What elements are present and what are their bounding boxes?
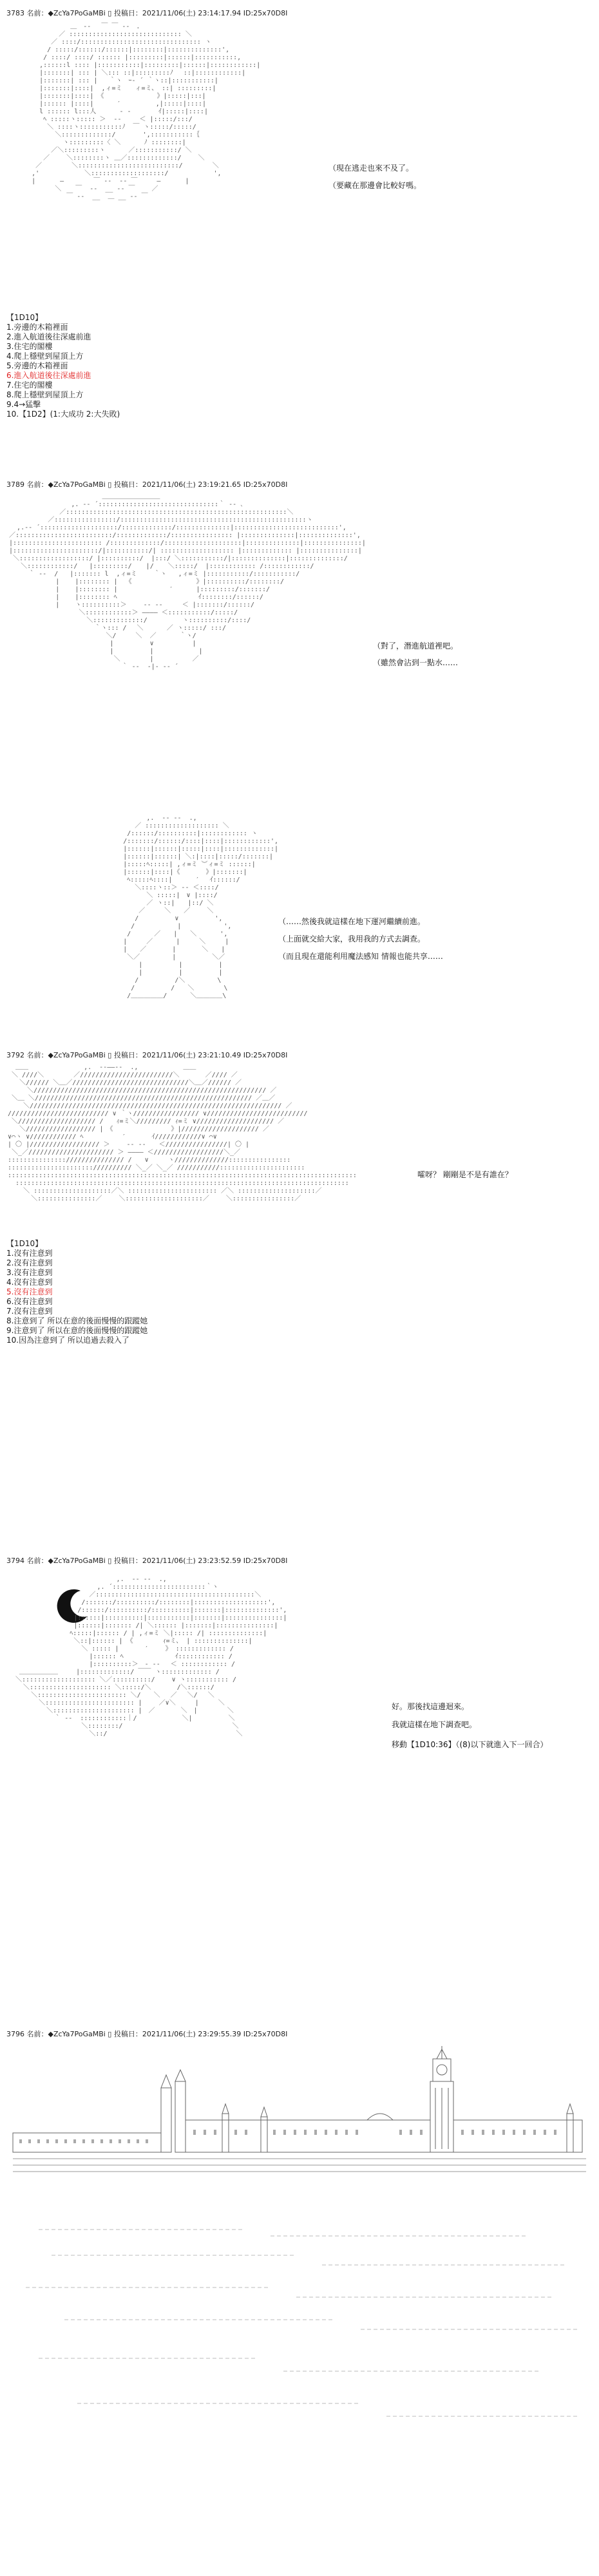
post-header: 3792 名前：◆ZcYa7PoGaMBi ▯ 投稿日：2021/11/06(土) 23:21:10.49 ID:25x70D8I <box>6 1051 288 1059</box>
speech-line: 我就這樣在地下調查吧。 <box>392 1720 477 1729</box>
dice-item: 1.旁邊的木箱裡面 <box>6 323 68 332</box>
speech-line: 移動【1D10:36】（(8)以下就進入下一回合） <box>392 1740 548 1749</box>
post-header: 3794 名前：◆ZcYa7PoGaMBi ▯ 投稿日：2021/11/06(土) 23:23:52.59 ID:25x70D8I <box>6 1557 288 1565</box>
speech-line: （現在逃走也來不及了。 <box>328 164 414 173</box>
cityscape-illustration <box>0 2043 599 2532</box>
speech-line: 嚯呀？ 剛剛是不是有誰在？ <box>417 1170 513 1179</box>
speech-line: （雖然會沾到一點水…… <box>373 658 459 667</box>
dice-title: 【1D10】 <box>6 1239 43 1248</box>
dice-item: 9.4→猛擊 <box>6 400 41 409</box>
ascii-art-character-3: ,. -‐ ‐- ., ／ ::::::::::::::::::: ＼ /::::::/::::::::::|:::::::::::: ヽ /:::::::/::::::/::::|::::|::::::::::::', |::::::|::::::|:::::|::::|:::::::::::::| |::::::|::::::| ＼:|::::|:::::/:::::::| |:::::ﾍ:::::| ,ィ=ミ ︶ィ=ミ ::::::| |::::::|::::|《 》|:::::::| ﾍ:::::ﾍ::::| ′ ｲ::::::/ ＼::::ヽ::＞ ‐‐ ＜::::/ ＼ :::::| ∨ |::::/ ／ ヽ::| |::/ ＼ ／ ＼ ／ ＼ / ∨ ', / | ', / ／ | ＼ ', | ／ | ＼ | | ／ | ＼ | ＼／ | ＼／ | | | | | | / /＼ \ / / ＼ \ /＿＿＿＿＿/ ＼＿＿＿＿\ <box>123 815 279 999</box>
speech-line: （要藏在那邊會比較好嗎。 <box>328 181 422 190</box>
dice-title: 【1D10】 <box>6 313 43 322</box>
dice-item: 9.注意到了 所以在意的後面慢慢的跟蹤她 <box>6 1326 148 1335</box>
ascii-art-character-4: ＿＿ ,. -‐――‐- ., ＿＿ ＼ ////＼ ／////////////////////////＼ ／//// ／ ＼////// ＼＿／//////////////////////////////＼＿／////// ／ ＼//////////////////////////////////////////////////////////// ／ ＼＿ ＼//////////////////////////////////////////////////////// ／＿／ ＼///////////////////////////////////////////////////////////////// ／ ////////////////////////// ∨ ｀ヽ///////////////// ∨////////////////////////// ＼//////////////////// / ｨ=ミ＼///////// ｨ=ミ ∨//////////////////// ／ ＼////////////////// | 《 》|//////////////////// ／ ∨⌒ヽ ∨//////////// ﾍ ′ ｲ////////////∨ ⌒∨ | 〇 |////////////////// ＞ ‐- -‐ ＜////////////////| 〇 | ＼_／////////////////////// ＞ ―――― ＜//////////////////＼_／ ::::::::::::::://///////////// / ∨ ヽ//////////////:::::::::::::::: ::::::::::::::::::::::////////// ＼_／ ＼_／ ///////////:::::::::::::::::::::: :::::::::::::::::::::::::::::::::::::::::::::::::::::::::::::::::::::::::::::::::::::::::: :::::::::::::::::::::::::::::::::::::::::::::::::::::::::::::::::::::::::::::::::::::: ＼ ::::::::::::::::::::／＼ ::::::::::::::::::::::: ／＼ ::::::::::::::::::::／ ＼:::::::::::::::／ ＼::::::::::::::::::::／ ＼::::::::::::::::／ <box>8 1064 357 1202</box>
speech-line: （而且現在還能利用魔法感知 情報也能共享…… <box>278 952 443 961</box>
dice-item: 10.因為注意到了 所以追過去殺入了 <box>6 1336 129 1345</box>
dice-item: 2.沒有注意到 <box>6 1258 53 1267</box>
dice-item: 3.沒有注意到 <box>6 1268 53 1277</box>
dice-item-selected: 6.進入航道後往深處前進 <box>6 371 91 380</box>
ascii-art-character-2: ＿＿＿＿＿＿＿＿＿ ,. -‐ ´:::::::::::::::::::::::::::::::｀ ‐- ､ ／:::::::::::::::::::::::::::::::::::::::::::::::::::::::::＼ ／::::::::::::::::/::::::::::::::::::::::::::::::::::::::::::::::::ヽ ,.-‐ ´::::::::::::::::::::/:::::::::::::/::::::::::::::|:::::::::::::::::::::::::::', ／:::::::::::::::::::::::::/:::::::::::::/:::::::::::::::: |::::::::::::::|::::::::::::::', |::::::::::::::::::::::: /:::::::::::::/::::::::::::::::::::|::::::::::::::|:::::::::::::::| |::::::::::::::::::::::/|:::::::::::/| ::::::::::::::::::: |::::::::::::: |:::::::::::::::| ＼::::::::::::::::::/ |::::::::::/ |:::/ ＼:::::::::::/|::::::::::::::|::::::::::::::/ ＼::::::::::::/ |:::::::::/ |/ ＼:::::/ |:::::::::::: /::::::::::::/ ｀ ‐- / |::::::: l ,ィ=ミ ｀ヽ ,ィ=ミ |:::::::::::/:::::::::::/ | |:::::::: | 《 》|::::::::::/::::::::/ | |:::::::: | ′ |:::::::::/:::::::/ | |:::::::: ﾍ ｲ::::::::/::::::/ | ヽ::::::::::＞ ‐- -‐ ＜ |:::::::/::::::/ ＼::::::::::::＞ ―――― ＜:::::::::::/:::::/ ＼:::::::::::::/ ヽ::::::::::/::::/ ｀ヽ::: / ＼ ／ ヽ:::::/ :::/ ＼/ ＼ ／ ｀ヽ/ | ∨ | | | | ＼ | ／ ｀ ‐- ‐|‐ -‐ ´ <box>9 493 366 670</box>
speech-line: 好。那後找這邊迴來。 <box>392 1702 470 1711</box>
dice-item: 8.注意到了 所以在意的後面慢慢的跟蹤她 <box>6 1316 148 1325</box>
dice-item: 4.爬上穩壁到屋頂上方 <box>6 352 84 361</box>
post-header: 3783 名前：◆ZcYa7PoGaMBi ▯ 投稿日：2021/11/06(土) 23:14:17.94 ID:25x70D8I <box>6 9 288 17</box>
dice-item: 5.旁邊的木箱裡面 <box>6 361 68 370</box>
ascii-art-character-1: ＿ -‐ ￣ ￣ ‐- . ／ ::::::::::::::::::::::::::::: ＼ ／ ::::/::::::::::::::::::::::::::::::: ヽ / :::::/::::::/::::::|::::::::|::::::::::::::', / ::::/ ::::/ :::::: |:::::::::|::::::|:::::::::::, ,::::::l :::: |:::::::::::|:::::::::|::::::|::::::::::::| |:::::::| ::: | ＼::: ::|:::::::::ﾉ ::|::::::::::::| |:::::::| ::: | ｀ヽ ｰ‐ ´ ｀ヽ::|:::::::::::| |:::::::|::::| ,ィ=ミ ィ=ミ、 ::| :::::::::| |:::::::|::::| 《 》|:::::|:::| |:::::: |::::| ′ ,|:::::|::::| l :::::: l:::人 ‐ ‐ ｲ|:::::|::::| ﾍ :::::ヽ::::: ＞ ‐- ＜ |:::::/:::/ ＼ ::::ヽ:::::::::::ﾉ ￣ ヽ:::::/:::::/ ＼:::::::::::::/ ',:::::::::::｛ ヽ:::::::::〈 ＼ ﾉ ::::::::| ／＼:::::::::ヽ ／:::::::::::/ ＼ ／ ＼::::::::ヽ ＿／:::::::::::::/ ＼ ／ ＼::::::::::::::::::::::::::/ ＼ ,' ＼:::::::::::::::::::/ ', | ― ￣ ‐- -‐ ￣ ― | ＼ ￣ ‐- __ -‐ ￣ ／ ￣ ‐- __ ＿ __ -‐ ￣ <box>32 23 261 200</box>
dice-item: 7.沒有注意到 <box>6 1307 53 1316</box>
dice-item: 3.住宅的閣樓 <box>6 342 53 351</box>
dice-list <box>6 1239 147 1345</box>
dice-item: 8.爬上穩壁到屋頂上方 <box>6 390 84 399</box>
dice-item: 1.沒有注意到 <box>6 1249 53 1258</box>
speech-line: （對了，潛進航道裡吧。 <box>373 641 459 650</box>
dice-item: 6.沒有注意到 <box>6 1297 53 1306</box>
ascii-art-character-5: ,. -‐ ‐- ., ,. ´::::::::::::::::::::::::｀ヽ ／:::::::::::::::::::::::::::::::::::::::::＼ /:::::::/::::::::::/::::::::|:::::::::::::::::::', /::::::/::::::::::/::::::::::|:::::::|::::::::::::::', |::::::|::::::::::|:::::::::::|:::::::|:::::::::::::::| |::::::|::::::: /| ＼:::::: |:::::::|:::::::::::::::| ﾍ:::::|:::::: / | ,ィ=ミ ＼|::::: /| ::::::::::::::| ＼::|:::::: | 《 ｨ=ミ、 | ::::::::::::::| ＼ ::::: | ′ 》 ::::::::::::: / |:::::: ﾍ ｲ:::::::::::: / |::::::::::＞ ‐ -‐ ＜ :::::::::::: / ＿＿＿＿＿＿ |:::::::::::::/ ￣￣ ヽ::::::::::::: / ＼::::::::::::::::::: ＼／::::::::::/ ∨ ヽ::::::::::: / ＼::::::::::::::::::::: ＼:::::/＼ /＼::::::/ ＼::::::::::::::::::::::: ＼/ ＼ ／ ＼/ ＼ ＼::::::::::::::::::::::: | ／∨＼ | ＼ ＼::::::::::::::::::::: | ／ ＼ | ＼ ｀ ‐- ::::::::::::｜/ ＼| ＼ ＼::::::::/ ＼ ＼::/ ＼ <box>15 1576 287 1738</box>
speech-line: （上面就交給大家，我用我的方式去調查。 <box>278 934 426 943</box>
dice-item: 4.沒有注意到 <box>6 1278 53 1287</box>
post-header: 3789 名前：◆ZcYa7PoGaMBi ▯ 投稿日：2021/11/06(土) 23:19:21.65 ID:25x70D8I <box>6 480 288 489</box>
dice-item-selected: 5.沒有注意到 <box>6 1287 53 1296</box>
dice-list <box>6 313 120 419</box>
dice-item: 2.進入航道後往深處前進 <box>6 332 91 341</box>
dice-item: 10.【1D2】(1:大成功 2:大失敗) <box>6 410 120 419</box>
speech-line: （……然後我就這樣在地下運河繼續前進。 <box>278 917 426 926</box>
post-header: 3796 名前：◆ZcYa7PoGaMBi ▯ 投稿日：2021/11/06(土) 23:29:55.39 ID:25x70D8I <box>6 2030 288 2038</box>
dice-item: 7.住宅的閣樓 <box>6 381 53 390</box>
